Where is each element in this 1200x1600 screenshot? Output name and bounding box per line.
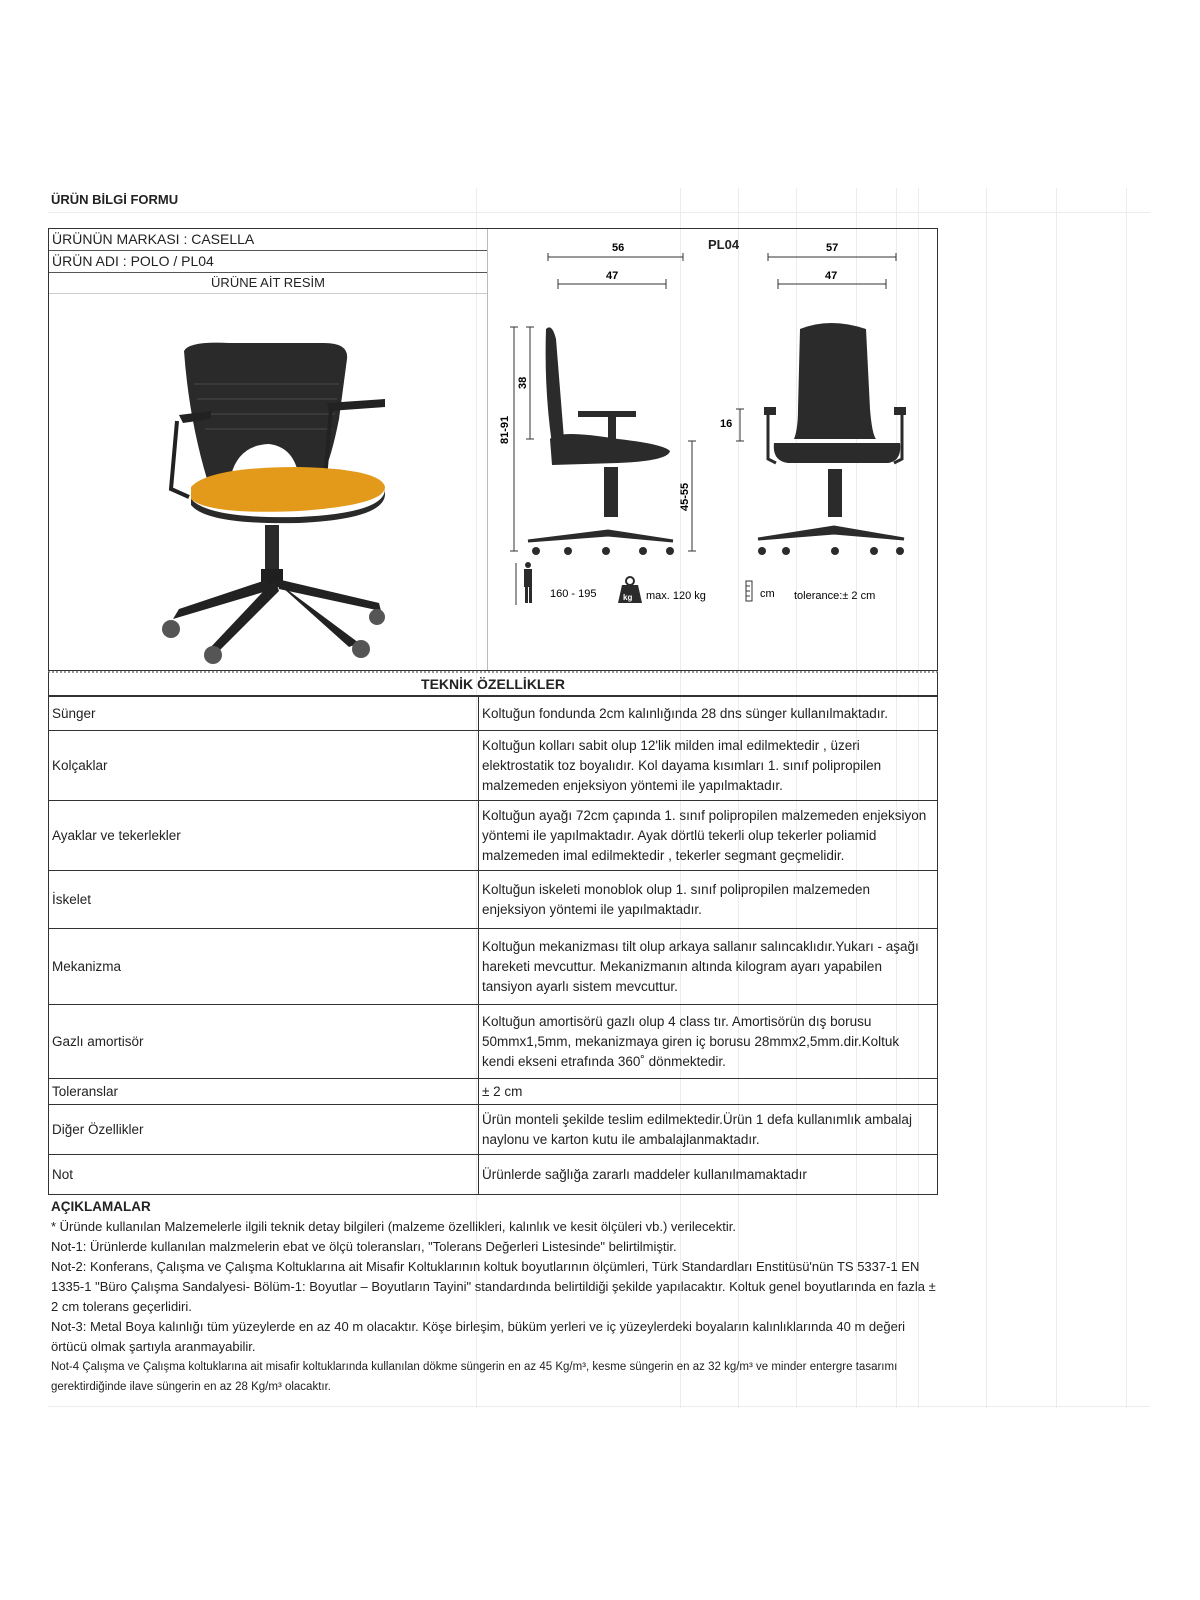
spec-value: Ürün monteli şekilde teslim edilmektedir.Ürün 1 defa kullanımlık ambalaj naylonu ve karton kutu ile ambalajlanmaktadır.	[479, 1105, 938, 1155]
note-item: Not-1: Ürünlerde kullanılan malzmelerin ebat ve ölçü toleransları, "Tolerans Değerleri Listesinde" belirtilmiştir.	[51, 1239, 677, 1254]
header-left	[49, 229, 488, 670]
spec-value: Koltuğun ayağı 72cm çapında 1. sınıf polipropilen malzemeden enjeksiyon yöntemi ile yapılmaktadır. Ayak dörtlü tekerli olup tekerler poliamid malzemeden imal edilmektedir , tekerler segmant geçmelidir.	[479, 801, 938, 871]
dim-arm-height: 16	[720, 418, 733, 430]
spec-key: Diğer Özellikler	[49, 1105, 479, 1155]
brand-line: ÜRÜNÜN MARKASI : CASELLA	[49, 229, 487, 251]
note-item: Not-2: Konferans, Çalışma ve Çalışma Koltuklarına ait Misafir Koltuklarının koltuk boyutlarının ölçümleri, Türk Standardları Enstitüsü'nün TS 5337-1 EN 1335-1 "Büro Çalışma Sandalyesi- Bölüm-1: Boyutlar – Boyutların Tayini" standardında belirtildiği şekilde yapılacaktır. Koltuk genel boyutlarında en fazla ± 2 cm tolerans geçerlidiri.	[51, 1259, 936, 1314]
spec-value: Koltuğun iskeleti monoblok olup 1. sınıf polipropilen malzemeden enjeksiyon yöntemi ile yapılmaktadır.	[479, 871, 938, 929]
dim-total-height: 81-91	[499, 415, 511, 444]
spec-row	[49, 871, 938, 929]
spec-row	[49, 1005, 938, 1079]
spec-row	[49, 929, 938, 1005]
spec-value: Koltuğun kolları sabit olup 12'lik milden imal edilmektedir , üzeri elektrostatik toz boyalıdır. Kol dayama kısımları 1. sınıf polipropilen malzemeden enjeksiyon yöntemi ile yapılmaktadır.	[479, 731, 938, 801]
form-title: ÜRÜN BİLGİ FORMU	[51, 192, 179, 207]
spec-key: Toleranslar	[49, 1079, 479, 1105]
spec-key: Mekanizma	[49, 929, 479, 1005]
note-item: * Üründe kullanılan Malzemelerle ilgili teknik detay bilgileri (malzeme özellikleri, kalınlık ve kesit ölçüleri vb.) verilecektir.	[51, 1219, 736, 1234]
product-info-form	[48, 188, 938, 1397]
spec-row	[49, 1155, 938, 1195]
product-name-line: ÜRÜN ADI : POLO / PL04	[49, 251, 487, 273]
dim-side-seat: 47	[606, 270, 619, 282]
image-title: ÜRÜNE AİT RESİM	[49, 273, 487, 294]
spec-key: Sünger	[49, 697, 479, 731]
spec-row	[49, 1079, 938, 1105]
tech-specs-title: TEKNİK ÖZELLİKLER	[48, 671, 938, 696]
dimension-diagram	[488, 229, 938, 669]
note-item: Not-3: Metal Boya kalınlığı tüm yüzeylerde en az 40 m olacaktır. Köşe birleşim, büküm yerleri ve iç yüzeylerdeki boyaların kalınlıklarında 40 m değeri örtücü olmak şartıyla aranmayabilir.	[51, 1319, 906, 1354]
dim-back-height: 38	[517, 376, 529, 389]
spec-row	[49, 1105, 938, 1155]
tolerance-label: tolerance:± 2 cm	[794, 590, 876, 602]
spec-key: İskelet	[49, 871, 479, 929]
spec-key: Gazlı amortisör	[49, 1005, 479, 1079]
user-height-range: 160 - 195	[550, 588, 597, 600]
spec-key: Kolçaklar	[49, 731, 479, 801]
product-header	[48, 228, 938, 671]
notes-heading: AÇIKLAMALAR	[51, 1199, 151, 1214]
unit-label: cm	[760, 588, 775, 600]
spec-value: Ürünlerde sağlığa zararlı maddeler kullanılmamaktadır	[479, 1155, 938, 1195]
weight-badge: kg	[623, 593, 633, 602]
dim-front-top: 57	[826, 242, 839, 254]
spec-row	[49, 731, 938, 801]
spec-key: Ayaklar ve tekerlekler	[49, 801, 479, 871]
chair-photo	[149, 329, 389, 669]
dimension-diagram-panel	[488, 229, 937, 670]
spec-row	[49, 801, 938, 871]
note-item: Not-4 Çalışma ve Çalışma koltuklarına ait misafir koltuklarında kullanılan dökme süngerin en az 45 Kg/m³, kesme süngerin en az 32 kg/m³ ve minder entergre tasarımı gerektirdiğinde ilave süngerin en az 28 Kg/m³ olacaktır.	[51, 1361, 898, 1393]
dim-side-top: 56	[612, 242, 625, 254]
dim-seat-height: 45-55	[679, 482, 691, 511]
dim-front-seat: 47	[825, 270, 838, 282]
max-weight: max. 120 kg	[646, 590, 706, 602]
spec-value: Koltuğun mekanizması tilt olup arkaya sallanır salıncaklıdır.Yukarı - aşağı hareketi mevcuttur. Mekanizmanın altında kilogram ayarı yapabilen tansiyon ayarlı sistem mevcuttur.	[479, 929, 938, 1005]
spec-value: Koltuğun amortisörü gazlı olup 4 class tır. Amortisörün dış borusu 50mmx1,5mm, mekanizmaya giren iç borusu 28mmx2,5mm.dir.Koltuk kendi ekseni etrafında 360˚ dönmektedir.	[479, 1005, 938, 1079]
spec-row	[49, 697, 938, 731]
spec-value: Koltuğun fondunda 2cm kalınlığında 28 dns sünger kullanılmaktadır.	[479, 697, 938, 731]
model-code: PL04	[708, 237, 740, 252]
spec-key: Not	[49, 1155, 479, 1195]
notes-section	[48, 1197, 938, 1397]
spec-table	[48, 696, 938, 1195]
spec-value: ± 2 cm	[479, 1079, 938, 1105]
